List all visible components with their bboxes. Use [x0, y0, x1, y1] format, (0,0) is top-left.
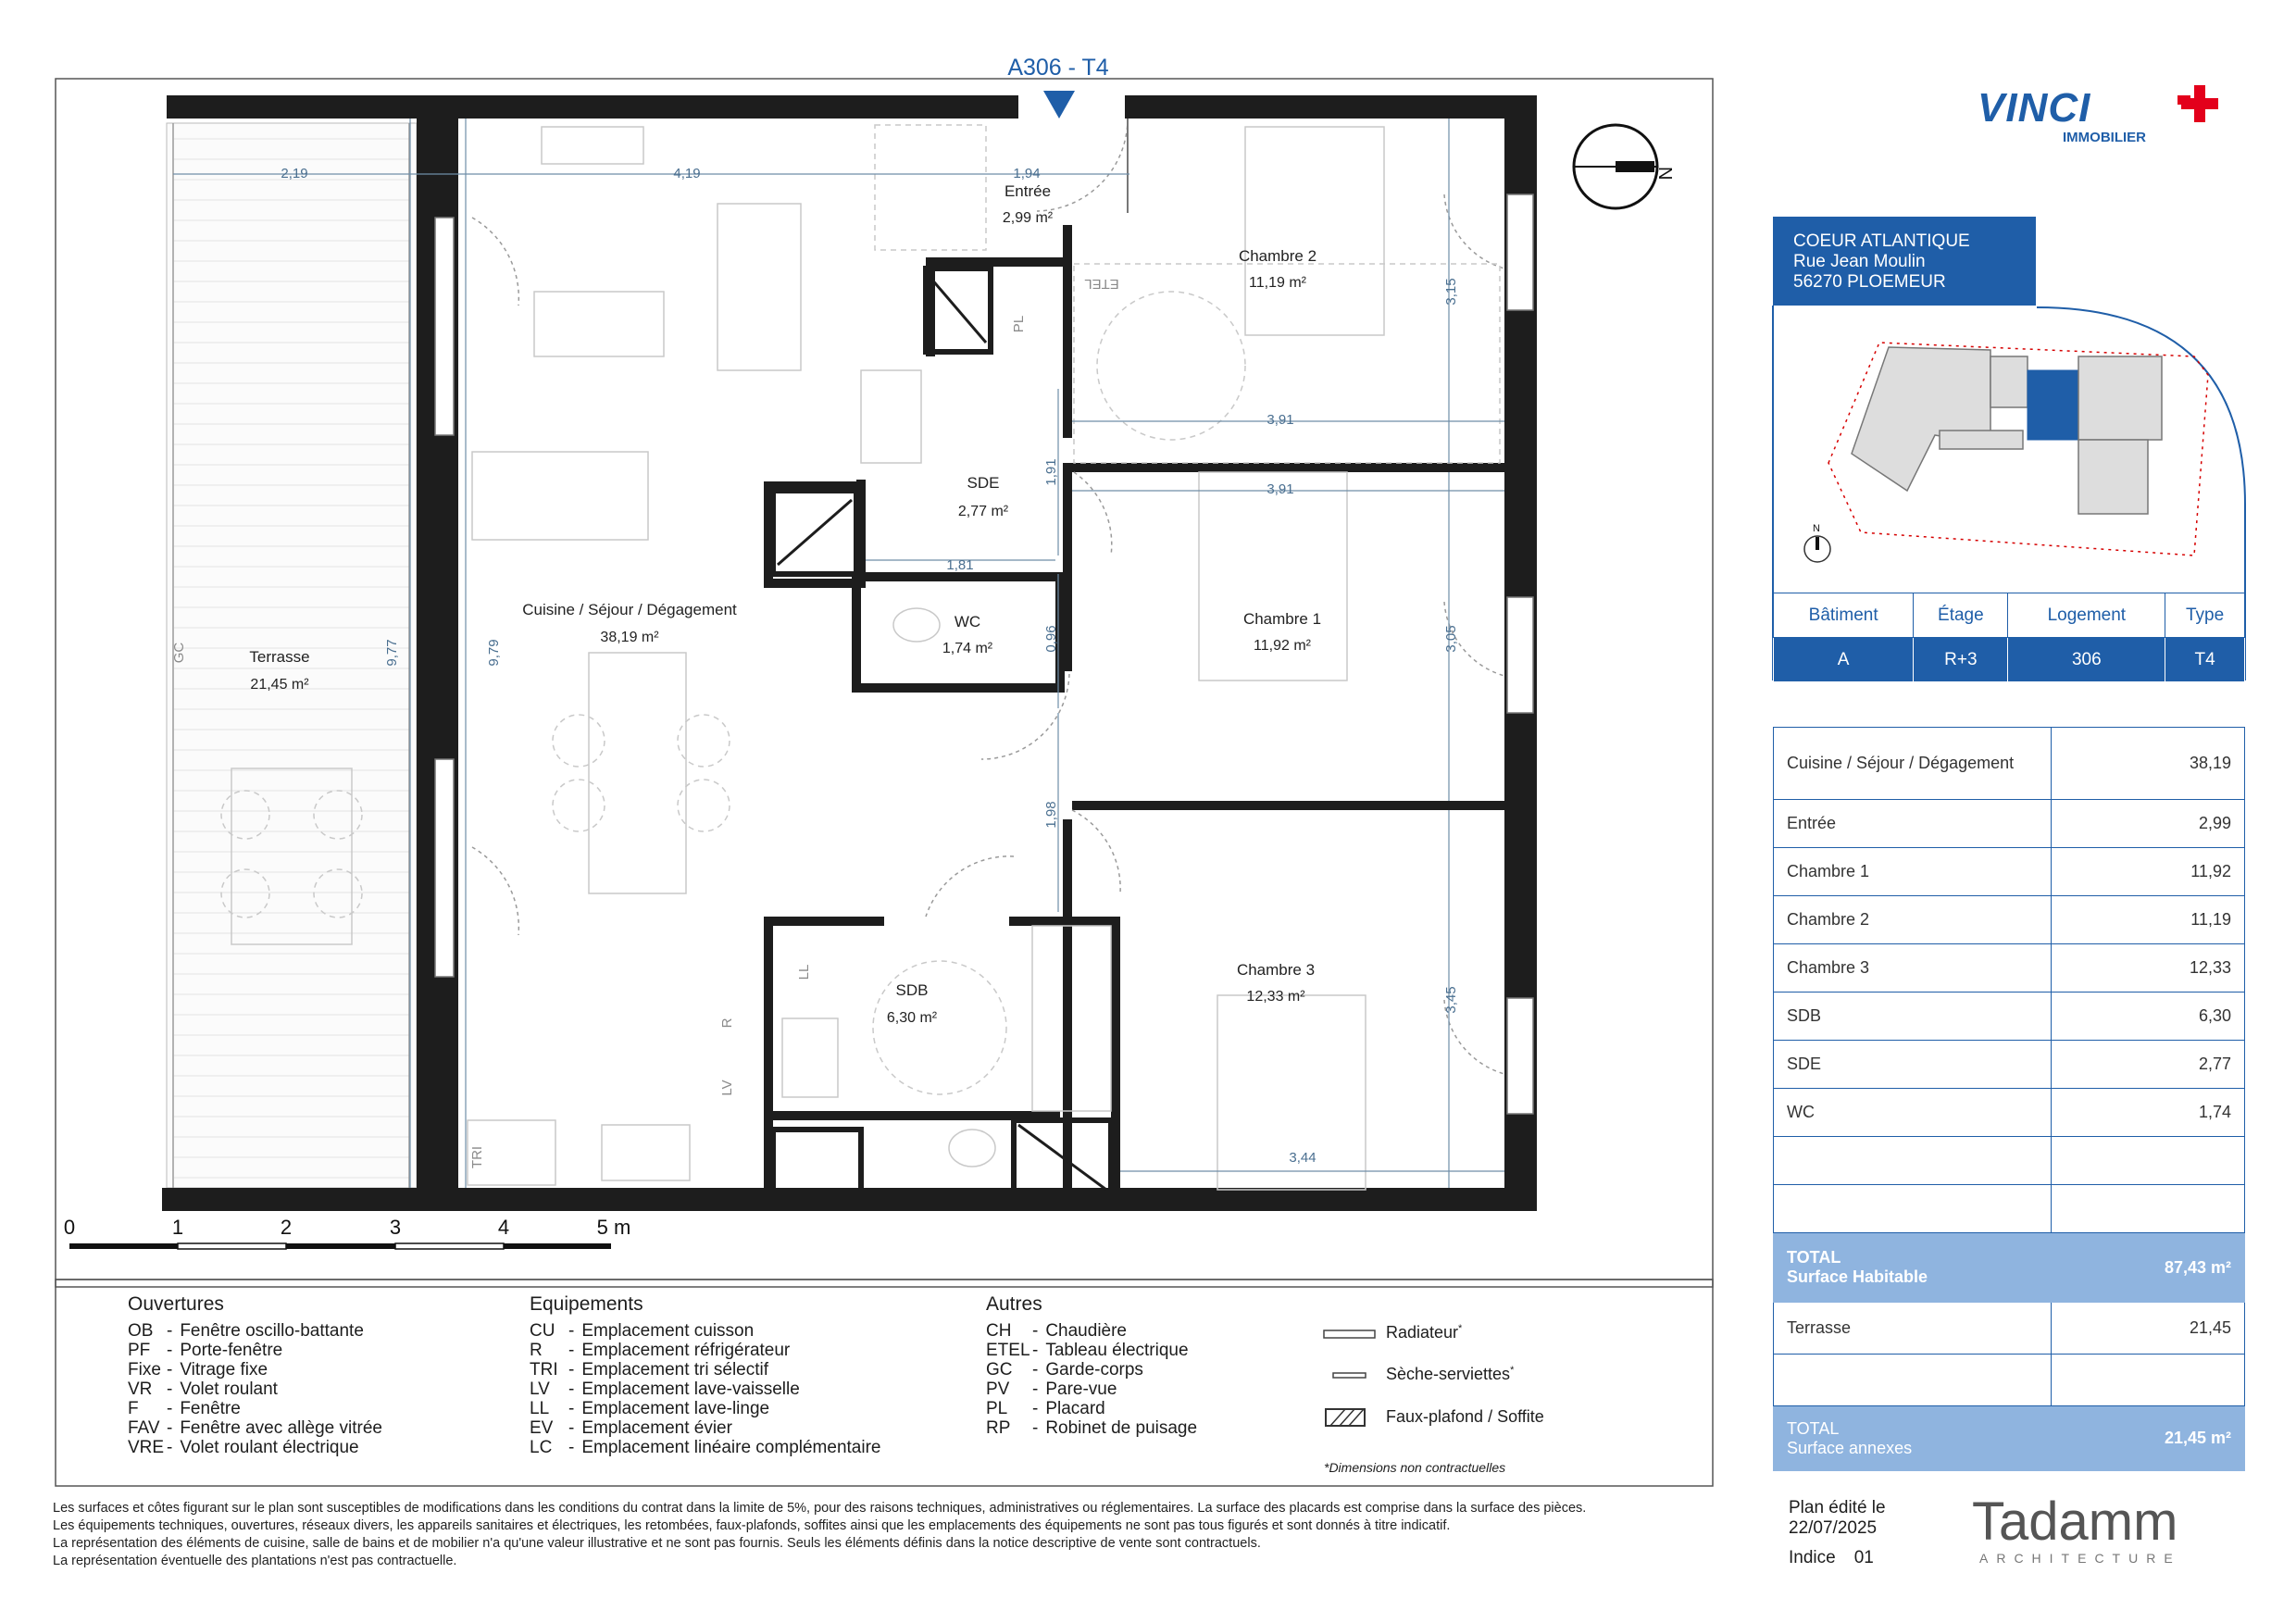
plan-title: A306 - T4 — [1007, 55, 1109, 81]
legend-code: EV — [530, 1418, 554, 1438]
total-annexes-label — [1774, 1406, 2052, 1471]
legend-radiateur — [1386, 1323, 1462, 1342]
surface-label: Cuisine / Séjour / Dégagement — [1774, 728, 2052, 800]
surface-value: 11,92 — [2052, 848, 2245, 896]
edited-line1: Plan édité le — [1789, 1498, 1886, 1517]
dim-wc-depth: 0,96 — [1043, 625, 1059, 653]
tag-lave-linge: LL — [796, 964, 812, 980]
vinci-cross-icon — [2177, 85, 2218, 122]
faux-plafond-icon — [1326, 1409, 1365, 1426]
surface-label: Chambre 3 — [1774, 944, 2052, 993]
legend-label: Emplacement cuisson — [581, 1321, 755, 1341]
location-north-icon — [1804, 523, 1830, 562]
legend-label: Volet roulant électrique — [180, 1438, 359, 1457]
dim-entree-width: 1,94 — [1013, 166, 1041, 181]
legend-item: GC - Garde-corps — [986, 1360, 1143, 1380]
dim-chambre2-width: 3,91 — [1267, 412, 1294, 428]
legend-label: Robinet de puisage — [1045, 1418, 1198, 1438]
scale-bar — [64, 1216, 630, 1249]
legend-item: F - Fenêtre — [128, 1399, 241, 1418]
legend-code: RP — [986, 1418, 1011, 1438]
legend-label: Fenêtre avec allège vitrée — [180, 1418, 382, 1438]
legend-label: Chaudière — [1045, 1321, 1127, 1341]
scale-tick-3: 3 — [389, 1216, 402, 1239]
total-habitable-value: 87,43 m² — [2052, 1233, 2245, 1303]
legend-code: VRE — [128, 1438, 165, 1457]
dim-chambre2-depth: 3,15 — [1443, 278, 1459, 306]
surface-value: 2,77 — [2052, 1041, 2245, 1089]
surface-label: Chambre 1 — [1774, 848, 2052, 896]
surface-label: Entrée — [1774, 800, 2052, 848]
legend-label: Emplacement évier — [581, 1418, 732, 1438]
vinci-logo — [2177, 85, 2218, 122]
legend-radiateur-asterisk: * — [1458, 1323, 1463, 1334]
legend-item: PV - Pare-vue — [986, 1380, 1117, 1399]
legend-symbols — [1324, 1330, 1375, 1426]
legend-item: CH - Chaudière — [986, 1321, 1127, 1341]
surface-label: Chambre 2 — [1774, 896, 2052, 944]
surface-value — [2052, 1137, 2245, 1185]
scale-tick-1: 1 — [171, 1216, 184, 1239]
room-chambre3-name: Chambre 3 — [1236, 961, 1316, 979]
legend-item: OB - Fenêtre oscillo-battante — [128, 1321, 364, 1341]
dim-terrace-depth: 9,77 — [384, 639, 400, 667]
legend-code: PL — [986, 1399, 1008, 1418]
surface-label: WC — [1774, 1089, 2052, 1137]
annexe-value: 21,45 — [2052, 1303, 2245, 1355]
disclaimer-line: Les surfaces et côtes figurant sur le plan sont susceptibles de modifications dans les conditions du contrat dans la limite de 5%, pour des raisons techniques, administratives ou réglementaires. La surface des placards est comprise dans la surface des pièces. — [53, 1501, 1587, 1516]
legend-ouvertures — [128, 1294, 382, 1457]
project-street: Rue Jean Moulin — [1793, 252, 1926, 271]
legend-label: Placard — [1045, 1399, 1105, 1418]
legend-label: Porte-fenêtre — [180, 1341, 283, 1360]
legend-code: TRI — [530, 1360, 558, 1380]
tag-garde-corps: GC — [171, 642, 187, 664]
tadamm-logo: Tadamm — [1972, 1492, 2178, 1552]
surfaces-table — [1773, 727, 2245, 1471]
dim-chambre1-depth: 3,05 — [1443, 625, 1459, 653]
dim-sejour-width: 4,19 — [673, 166, 701, 181]
info-header-logement: Logement — [2008, 593, 2165, 638]
north-label: N — [1654, 167, 1675, 181]
dim-sde-depth: 1,91 — [1043, 458, 1059, 486]
legend-item: TRI - Emplacement tri sélectif — [530, 1360, 769, 1380]
project-name: COEUR ATLANTIQUE — [1793, 231, 1970, 251]
legend-label: Fenêtre — [180, 1399, 241, 1418]
total-habitable-label — [1774, 1233, 2052, 1303]
room-entree-area: 2,99 m² — [1002, 210, 1054, 226]
surface-label: SDB — [1774, 993, 2052, 1041]
total-habitable-label1: TOTAL — [1787, 1248, 1841, 1267]
total-annexes-value-cell — [2052, 1406, 2245, 1471]
total-annexes-label1: TOTAL — [1787, 1418, 1840, 1438]
info-header-etage: Étage — [1914, 593, 2008, 638]
legend-seche-asterisk: * — [1510, 1365, 1515, 1376]
location-north-label: N — [1813, 523, 1820, 534]
legend-code: R — [530, 1341, 543, 1360]
legend-label: Emplacement linéaire complémentaire — [581, 1438, 881, 1457]
info-value-logement: 306 — [2008, 638, 2165, 682]
dim-chambre3-width: 3,44 — [1289, 1150, 1316, 1166]
info-value-etage: R+3 — [1914, 638, 2008, 682]
tag-tri: TRI — [469, 1145, 485, 1169]
legend-item: LC - Emplacement linéaire complémentaire — [530, 1438, 881, 1457]
dim-chambre1-width: 3,91 — [1267, 481, 1294, 497]
room-terrasse-area: 21,45 m² — [250, 677, 309, 693]
legend-item: CU - Emplacement cuisson — [530, 1321, 755, 1341]
room-sdb-area: 6,30 m² — [886, 1010, 938, 1026]
surface-value: 6,30 — [2052, 993, 2245, 1041]
legend-code: CH — [986, 1321, 1012, 1341]
tag-placard: PL — [1011, 315, 1027, 333]
info-value-type: T4 — [2165, 638, 2245, 682]
edited-line2: 22/07/2025 — [1789, 1518, 1878, 1538]
disclaimer — [53, 1500, 1719, 1570]
legend-code: GC — [986, 1360, 1013, 1380]
room-sde-name: SDE — [967, 474, 1000, 492]
tadamm-sub: ARCHITECTURE — [1979, 1551, 2181, 1566]
legend-code: VR — [128, 1380, 153, 1399]
scale-tick-5: 5 m — [596, 1216, 631, 1239]
unit-info-table — [1773, 593, 2245, 682]
surface-value — [2052, 1185, 2245, 1233]
room-sdb-name: SDB — [895, 981, 929, 999]
legend-item: VRE - Volet roulant électrique — [128, 1438, 359, 1457]
disclaimer-line: Les équipements techniques, ouvertures, réseaux divers, les appareils sanitaires et électriques, les retombées, faux-plafonds, soffites ainsi que les emplacements des équipements ne sont pas tous figurés et sont donnés à titre indicatif. — [53, 1518, 1451, 1533]
tag-lave-vaisselle: LV — [719, 1080, 735, 1096]
indice-label: Indice — [1789, 1548, 1836, 1567]
north-arrow-icon — [1574, 125, 1675, 208]
surface-label — [1774, 1137, 2052, 1185]
dim-degagement: 1,98 — [1043, 801, 1059, 829]
legend-code: CU — [530, 1321, 555, 1341]
scale-tick-2: 2 — [280, 1216, 293, 1239]
legend-code: ETEL — [986, 1341, 1030, 1360]
legend-code: Fixe — [128, 1360, 161, 1380]
legend-radiateur-label: Radiateur — [1386, 1323, 1459, 1342]
total-annexes-value: 21,45 m² — [2164, 1429, 2231, 1447]
legend-item: RP - Robinet de puisage — [986, 1418, 1198, 1438]
room-entree-name: Entrée — [1004, 182, 1052, 200]
surface-value: 12,33 — [2052, 944, 2245, 993]
annexe-value — [2052, 1355, 2245, 1406]
legend-item: LL - Emplacement lave-linge — [530, 1399, 770, 1418]
legend-ouvertures-title: Ouvertures — [128, 1293, 224, 1315]
room-chambre2-name: Chambre 2 — [1238, 247, 1317, 265]
entrance-marker-icon — [1043, 91, 1075, 119]
annexe-label: Terrasse — [1774, 1303, 2052, 1355]
disclaimer-line: La représentation des éléments de cuisine, salle de bains et de mobilier n'a qu'une valeur illustrative et ne sont pas fournis. Seuls les éléments définis dans la notice descriptive de vente sont contractuels. — [53, 1536, 1261, 1551]
legend-code: F — [128, 1399, 139, 1418]
disclaimer-line: La représentation éventuelle des plantations n'est pas contractuelle. — [53, 1554, 457, 1568]
room-sejour-area: 38,19 m² — [600, 630, 659, 645]
vinci-sub: IMMOBILIER — [2063, 130, 2146, 145]
surface-value: 11,19 — [2052, 896, 2245, 944]
room-sejour-name: Cuisine / Séjour / Dégagement — [522, 601, 737, 618]
dim-sde-width: 1,81 — [946, 557, 974, 573]
closets — [773, 268, 1111, 1194]
edition-info — [1789, 1498, 1886, 1568]
scale-tick-0: 0 — [63, 1216, 76, 1239]
room-sde-area: 2,77 m² — [957, 504, 1009, 519]
room-wc-area: 1,74 m² — [942, 641, 993, 656]
total-habitable-label2: Surface Habitable — [1787, 1267, 1928, 1286]
room-chambre2-area: 11,19 m² — [1249, 275, 1306, 291]
indice-value: 01 — [1853, 1548, 1874, 1567]
legend-label: Fenêtre oscillo-battante — [180, 1321, 364, 1341]
legend-code: LC — [530, 1438, 553, 1457]
legend-label: Emplacement tri sélectif — [581, 1360, 769, 1380]
project-card — [1773, 217, 2036, 306]
tag-refrigerateur: R — [719, 1017, 735, 1029]
legend-autres — [986, 1294, 1197, 1438]
legend-code: OB — [128, 1321, 154, 1341]
legend-faux-plafond: Faux-plafond / Soffite — [1386, 1407, 1544, 1426]
room-chambre1-name: Chambre 1 — [1242, 610, 1322, 628]
legend-item: VR - Volet roulant — [128, 1380, 278, 1399]
legend-label: Vitrage fixe — [180, 1360, 268, 1380]
legend-label: Emplacement réfrigérateur — [581, 1341, 791, 1360]
project-city: 56270 PLOEMEUR — [1793, 272, 1946, 292]
legend-item: LV - Emplacement lave-vaisselle — [530, 1380, 800, 1399]
legend-code: PF — [128, 1341, 151, 1360]
legend-code: LV — [530, 1380, 550, 1399]
legend-item: ETEL - Tableau électrique — [986, 1341, 1189, 1360]
surface-value: 38,19 — [2052, 728, 2245, 800]
legend-item: EV - Emplacement évier — [530, 1418, 732, 1438]
legend-autres-title: Autres — [986, 1293, 1042, 1315]
legend-code: PV — [986, 1380, 1010, 1399]
annexe-label — [1774, 1355, 2052, 1406]
room-chambre1-area: 11,92 m² — [1254, 638, 1311, 654]
legend-label: Emplacement lave-linge — [581, 1399, 770, 1418]
legend-item: PF - Porte-fenêtre — [128, 1341, 283, 1360]
legend-label: Emplacement lave-vaisselle — [581, 1380, 800, 1399]
legend-label: Volet roulant — [180, 1380, 278, 1399]
scale-tick-4: 4 — [497, 1216, 510, 1239]
surface-value: 1,74 — [2052, 1089, 2245, 1137]
legend-seche-serviettes — [1386, 1365, 1514, 1384]
dim-sejour-depth: 9,79 — [486, 639, 502, 667]
dimensions-note: *Dimensions non contractuelles — [1324, 1460, 1506, 1475]
legend-item: FAV - Fenêtre avec allège vitrée — [128, 1418, 382, 1438]
info-value-batiment: A — [1774, 638, 1914, 682]
surface-label: SDE — [1774, 1041, 2052, 1089]
surface-label — [1774, 1185, 2052, 1233]
room-chambre3-area: 12,33 m² — [1246, 989, 1305, 1005]
legend-item: Fixe - Vitrage fixe — [128, 1360, 268, 1380]
legend-label: Garde-corps — [1045, 1360, 1143, 1380]
legend-item: R - Emplacement réfrigérateur — [530, 1341, 791, 1360]
legend-label: Pare-vue — [1045, 1380, 1117, 1399]
legend-equipements — [530, 1294, 880, 1457]
vinci-wordmark: VINCI — [1978, 85, 2091, 131]
tag-etel: ETEL — [1084, 276, 1119, 292]
total-annexes-label2: Surface annexes — [1787, 1438, 1913, 1457]
dim-chambre3-depth: 3,45 — [1443, 986, 1459, 1014]
room-terrasse-name: Terrasse — [249, 648, 310, 666]
radiateur-icon — [1324, 1330, 1375, 1338]
surface-value: 2,99 — [2052, 800, 2245, 848]
room-wc-name: WC — [954, 613, 981, 630]
legend-item: PL - Placard — [986, 1399, 1105, 1418]
dim-terrace-width: 2,19 — [281, 166, 308, 181]
info-header-batiment: Bâtiment — [1774, 593, 1914, 638]
legend-code: FAV — [128, 1418, 160, 1438]
info-header-type: Type — [2165, 593, 2245, 638]
legend-equipements-title: Equipements — [530, 1293, 643, 1315]
seche-serviettes-icon — [1333, 1373, 1366, 1378]
legend-seche-label: Sèche-serviettes — [1386, 1365, 1511, 1383]
legend-code: LL — [530, 1399, 550, 1418]
legend-label: Tableau électrique — [1045, 1341, 1189, 1360]
